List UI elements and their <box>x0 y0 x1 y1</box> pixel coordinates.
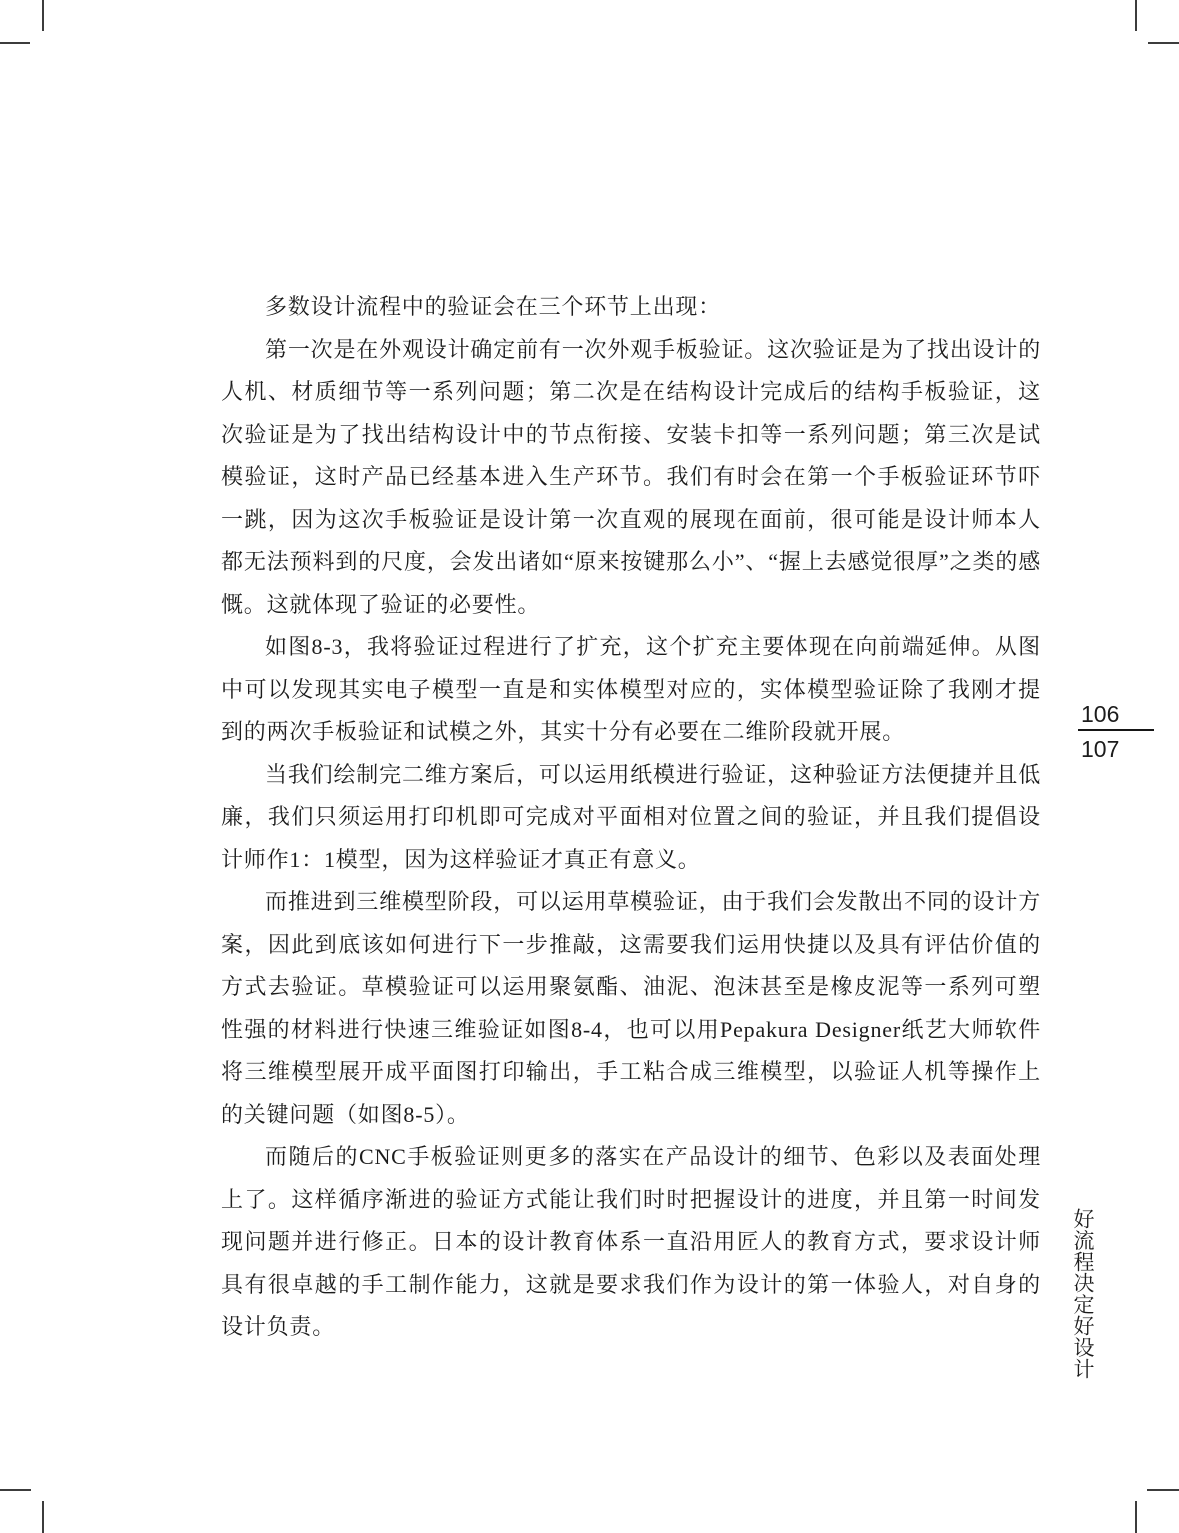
crop-mark-bottom-left-horizontal <box>0 1489 31 1491</box>
body-text-block <box>221 286 1041 1349</box>
body-paragraph: 而推进到三维模型阶段，可以运用草模验证，由于我们会发散出不同的设计方案，因此到底该如何进行下一步推敲，这需要我们运用快捷以及具有评估价值的方式去验证。草模验证可以运用聚氨酯、油泥、泡沫甚至是橡皮泥等一系列可塑性强的材料进行快速三维验证如图8-4，也可以用Pepakura Designer纸艺大师软件将三维模型展开成平面图打印输出，手工粘合成三维模型，以验证人机等操作上的关键问题（如图8-5）。 <box>221 889 1041 1127</box>
crop-mark-top-left-horizontal <box>0 42 30 44</box>
body-paragraph: 多数设计流程中的验证会在三个环节上出现： <box>265 294 722 319</box>
page-number-top: 106 <box>1081 701 1120 727</box>
body-paragraph: 当我们绘制完二维方案后，可以运用纸模进行验证，这种验证方法便捷并且低廉，我们只须运用打印机即可完成对平面相对位置之间的验证，并且我们提倡设计师作1：1模型，因为这样验证才真正有意义。 <box>221 761 1041 872</box>
crop-mark-bottom-left-vertical <box>42 1501 44 1533</box>
page-number-block <box>1078 700 1154 764</box>
crop-mark-top-right-horizontal <box>1148 42 1179 44</box>
body-paragraph: 如图8-3，我将验证过程进行了扩充，这个扩充主要体现在向前端延伸。从图中可以发现其实电子模型一直是和实体模型对应的，实体模型验证除了我刚才提到的两次手板验证和试模之外，其实十分有必要在二维阶段就开展。 <box>221 634 1041 744</box>
body-paragraph: 第一次是在外观设计确定前有一次外观手板验证。这次验证是为了找出设计的人机、材质细节等一系列问题；第二次是在结构设计完成后的结构手板验证，这次验证是为了找出结构设计中的节点衔接、安装卡扣等一系列问题；第三次是试模验证，这时产品已经基本进入生产环节。我们有时会在第一个手板验证环节吓一跳，因为这次手板验证是设计第一次直观的展现在面前，很可能是设计师本人都无法预料到的尺度，会发出诸如“原来按键那么小”、“握上去感觉很厚”之类的感慨。这就体现了验证的必要性。 <box>221 336 1041 617</box>
body-paragraph: 而随后的CNC手板验证则更多的落实在产品设计的细节、色彩以及表面处理上了。这样循序渐进的验证方式能让我们时时把握设计的进度，并且第一时间发现问题并进行修正。日本的设计教育体系一直沿用匠人的教育方式，要求设计师具有很卓越的手工制作能力，这就是要求我们作为设计的第一体验人，对自身的设计负责。 <box>221 1144 1041 1339</box>
page-number-divider <box>1078 729 1154 731</box>
page-number-bottom: 107 <box>1081 736 1120 762</box>
chapter-side-title: 好流程决定好设计 <box>1071 1208 1094 1380</box>
crop-mark-top-right-vertical <box>1135 0 1137 31</box>
crop-mark-bottom-right-horizontal <box>1147 1489 1179 1491</box>
crop-mark-top-left-vertical <box>42 0 44 31</box>
crop-mark-bottom-right-vertical <box>1135 1501 1137 1533</box>
